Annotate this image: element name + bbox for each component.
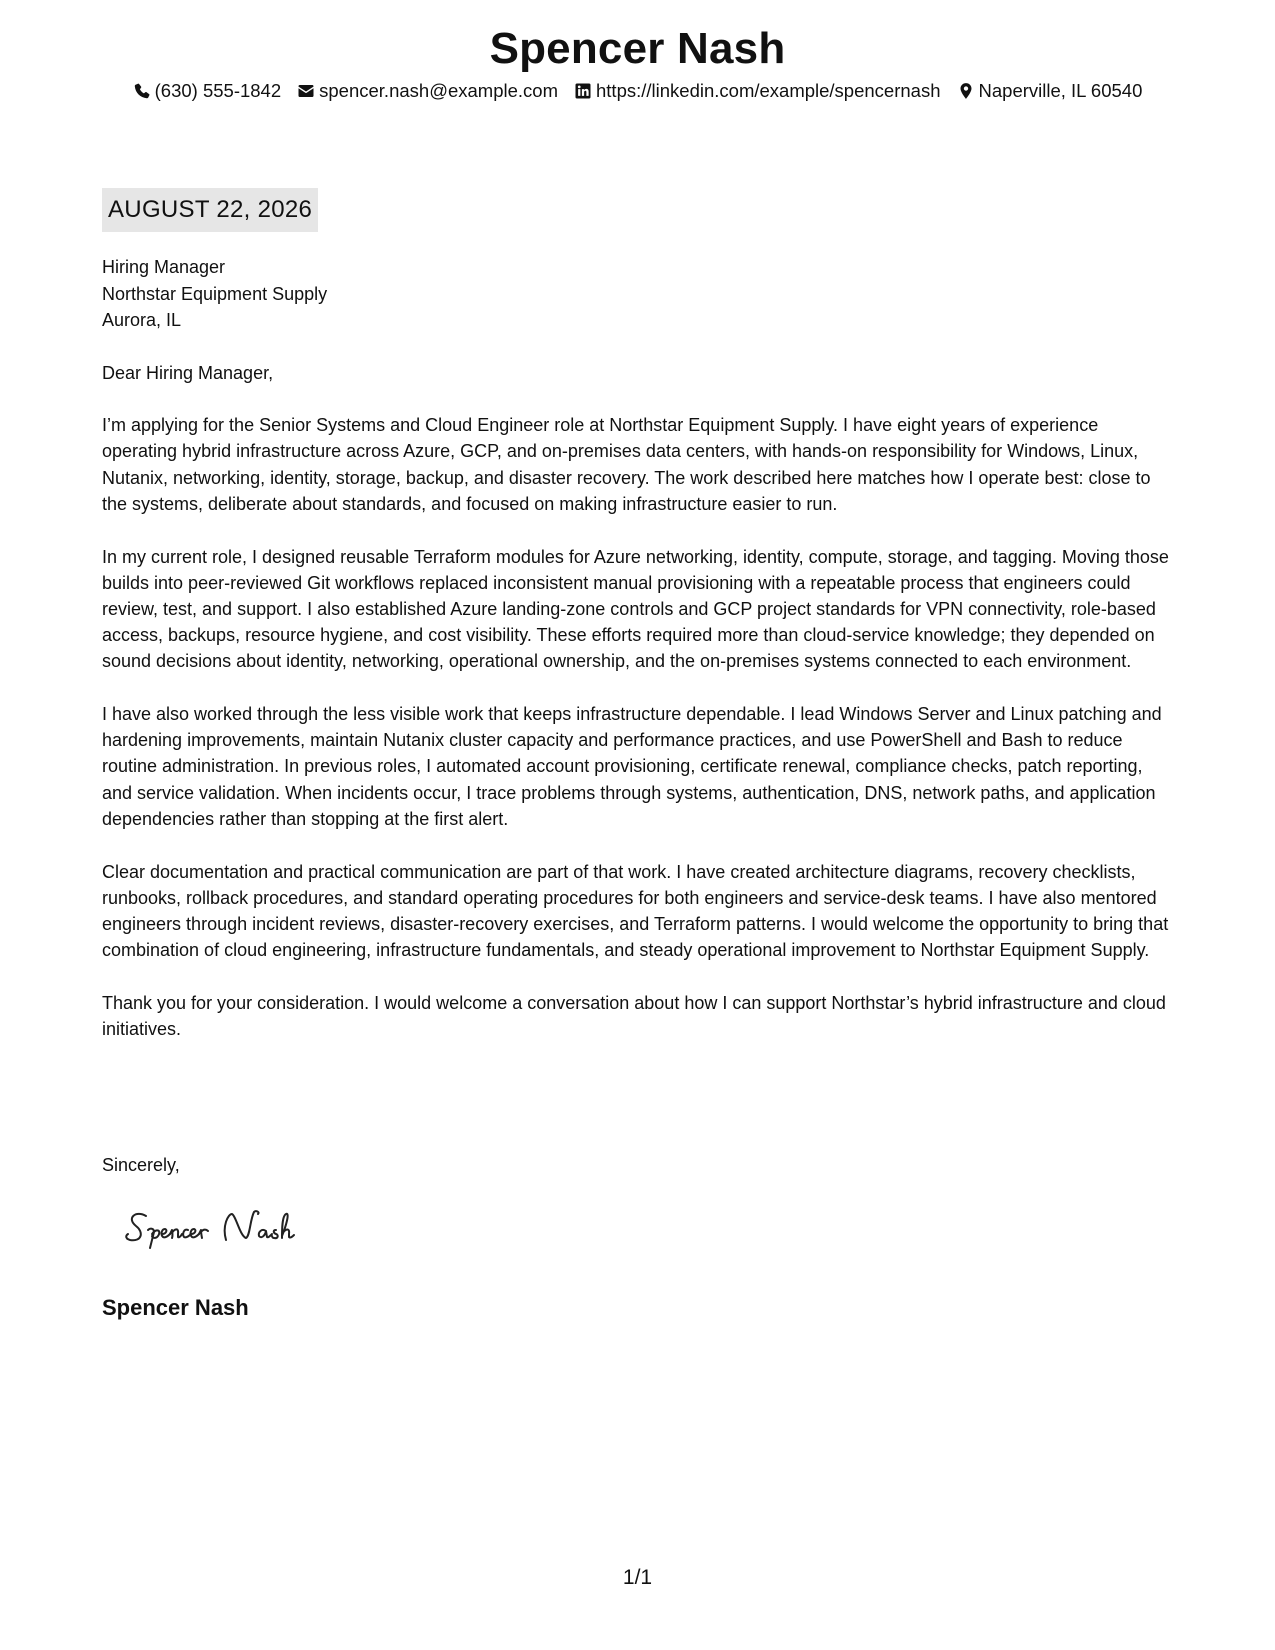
phone-icon: [133, 82, 151, 100]
paragraph: Clear documentation and practical communication are part of that work. I have created architecture diagrams, recovery checklists, runbooks, rollback procedures, and standard operating procedures for both engineers and service-desk teams. I have also mentored engineers through incident reviews, disaster-recovery exercises, and Terraform patterns. I would welcome the opportunity to bring that combination of cloud engineering, infrastructure fundamentals, and steady operational improvement to Northstar Equipment Supply.: [102, 861, 1169, 961]
phone-number: (630) 555-1842: [154, 80, 282, 101]
recipient-location: Aurora, IL: [102, 310, 182, 330]
email-address: spencer.nash@example.com: [319, 80, 558, 101]
recipient-title: Hiring Manager: [102, 257, 226, 277]
paragraph: Thank you for your consideration. I would welcome a conversation about how I can support Northstar’s hybrid infrastructure and cloud initiatives.: [102, 992, 1166, 1040]
recipient-company: Northstar Equipment Supply: [102, 283, 328, 304]
paragraph: I’m applying for the Senior Systems and Cloud Engineer role at Northstar Equipment Supply. I have eight years of experience operating hybrid infrastructure across Azure, GCP, and on-premises data centers, with hands-on responsibility for Windows, Linux, Nutanix, networking, identity, storage, backup, and disaster recovery. The work described here matches how I operate best: close to the systems, deliberate about standards, and focused on making infrastructure easier to run.: [102, 415, 1151, 514]
letter-body: [102, 360, 1174, 1069]
salutation: Dear Hiring Manager,: [102, 363, 274, 383]
contact-linkedin: [574, 78, 941, 104]
page-number: 1/1: [622, 1566, 653, 1589]
contact-phone: [133, 78, 282, 104]
paragraph: I have also worked through the less visible work that keeps infrastructure dependable. I lead Windows Server and Linux patching and hardening improvements, maintain Nutanix cluster capacity and performance practices, and use PowerShell and Bash to reduce routine administration. In previous roles, I automated account provisioning, certificate renewal, compliance checks, patch reporting, and service validation. When incidents occur, I trace problems through systems, authentication, DNS, network paths, and application dependencies rather than stopping at the first alert.: [102, 704, 1162, 829]
paragraph: In my current role, I designed reusable Terraform modules for Azure networking, identity, compute, storage, and tagging. Moving those builds into peer-reviewed Git workflows replaced inconsistent manual provisioning with a repeatable process that engineers could review, test, and support. I also established Azure landing-zone controls and GCP project standards for VPN connectivity, role-based access, backups, resource hygiene, and cost visibility. These efforts required more than cloud-service knowledge; they depended on sound decisions about identity, networking, operational ownership, and the on-premises systems connected to each environment.: [102, 546, 1169, 672]
closing: Sincerely,: [102, 1155, 180, 1175]
handwritten-signature: [122, 1200, 342, 1260]
letter-date: AUGUST 22, 2026: [102, 188, 318, 232]
page-title: Spencer Nash: [489, 24, 786, 73]
map-pin-icon: [957, 82, 975, 100]
location-text: Naperville, IL 60540: [978, 80, 1143, 101]
contact-location: [957, 78, 1143, 104]
envelope-icon: [297, 82, 315, 100]
contact-email: [297, 78, 558, 104]
signer-name: Spencer Nash: [102, 1295, 249, 1320]
contact-bar: [0, 78, 1275, 104]
recipient-block: [102, 254, 327, 334]
linkedin-icon: [574, 82, 592, 100]
linkedin-url[interactable]: https://linkedin.com/example/spencernash: [596, 80, 941, 101]
